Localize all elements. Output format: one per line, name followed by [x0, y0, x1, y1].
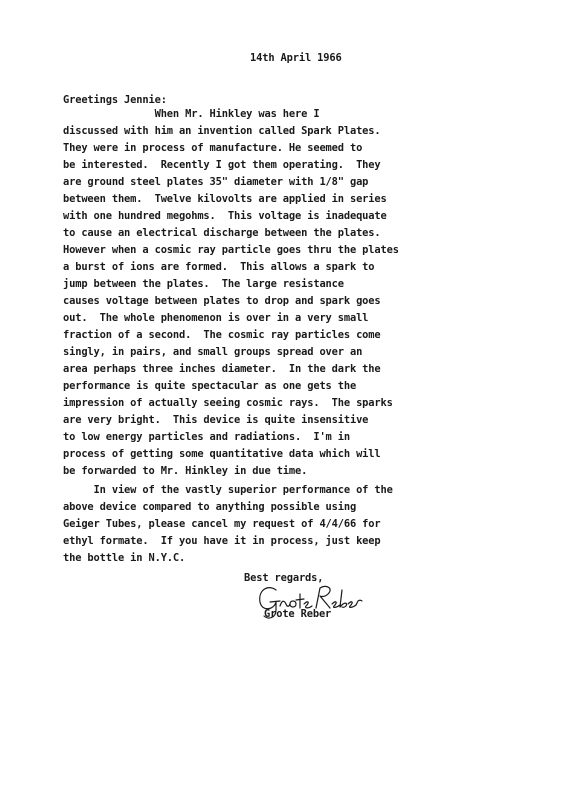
body-line: fraction of a second. The cosmic ray particles come [63, 329, 381, 341]
body-line: discussed with him an invention called Spark Plates. [63, 125, 381, 137]
body-line: causes voltage between plates to drop and spark goes [63, 295, 381, 307]
body-line: singly, in pairs, and small groups spread over an [63, 346, 363, 358]
body-line: are very bright. This device is quite insensitive [63, 414, 369, 426]
letter-greeting: Greetings Jennie: [63, 94, 167, 106]
body-line: the bottle in N.Y.C. [63, 552, 186, 564]
body-line: to low energy particles and radiations. I'm in [63, 431, 350, 443]
body-line: area perhaps three inches diameter. In the dark the [63, 363, 381, 375]
body-line: out. The whole phenomenon is over in a very small [63, 312, 369, 324]
body-line: performance is quite spectacular as one gets the [63, 380, 357, 392]
body-line: be interested. Recently I got them operating. They [63, 159, 381, 171]
body-line: When Mr. Hinkley was here I [63, 108, 320, 120]
body-line: jump between the plates. The large resistance [63, 278, 344, 290]
letter-closing: Best regards, [244, 572, 324, 584]
body-line: between them. Twelve kilovolts are applied in series [63, 193, 387, 205]
typed-signature-name: Grote Reber [264, 608, 332, 620]
body-line: process of getting some quantitative data which will [63, 448, 381, 460]
body-line: In view of the vastly superior performance of the [63, 484, 393, 496]
body-line: ethyl formate. If you have it in process, just keep [63, 535, 381, 547]
letter-date: 14th April 1966 [250, 52, 342, 64]
body-line: are ground steel plates 35" diameter with 1/8" gap [63, 176, 369, 188]
body-line: a burst of ions are formed. This allows a spark to [63, 261, 375, 273]
body-line: Geiger Tubes, please cancel my request of 4/4/66 for [63, 518, 381, 530]
body-line: be forwarded to Mr. Hinkley in due time. [63, 465, 308, 477]
body-line: to cause an electrical discharge between the plates. [63, 227, 381, 239]
body-line: with one hundred megohms. This voltage is inadequate [63, 210, 387, 222]
body-line: However when a cosmic ray particle goes thru the plates [63, 244, 399, 256]
body-line: They were in process of manufacture. He seemed to [63, 142, 363, 154]
body-line: impression of actually seeing cosmic rays. The sparks [63, 397, 393, 409]
body-line: above device compared to anything possible using [63, 501, 357, 513]
